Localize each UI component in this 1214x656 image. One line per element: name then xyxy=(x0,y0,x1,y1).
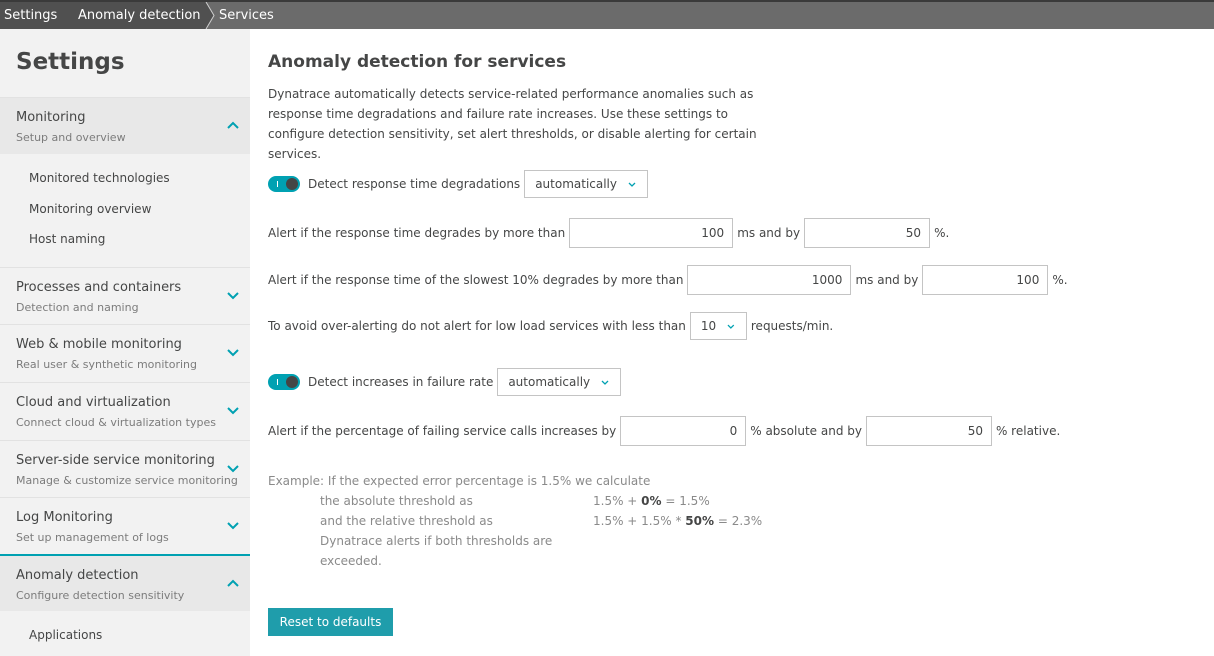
failure-rate-toggle-label: Detect increases in failure rate xyxy=(308,375,494,389)
reset-to-defaults-button[interactable]: Reset to defaults xyxy=(268,608,393,636)
sidebar-section-processes[interactable] xyxy=(0,267,250,324)
section-subtitle: Set up management of logs xyxy=(16,531,169,544)
sidebar-section-monitoring[interactable] xyxy=(0,97,250,154)
breadcrumb xyxy=(0,0,1214,29)
chevron-up-icon[interactable] xyxy=(226,118,240,132)
failure-rate-threshold-row xyxy=(268,415,1060,447)
section-title: Monitoring xyxy=(16,110,86,125)
section-title: Log Monitoring xyxy=(16,510,113,525)
response-time-ms-input[interactable] xyxy=(569,218,733,248)
chevron-down-icon xyxy=(627,179,637,189)
sidebar-section-server-side[interactable] xyxy=(0,440,250,497)
sidebar-item-applications[interactable]: Applications xyxy=(29,628,103,642)
sidebar-section-web-mobile[interactable] xyxy=(0,324,250,381)
response-time-toggle-row xyxy=(268,168,648,200)
sidebar-section-log-monitoring[interactable] xyxy=(0,497,250,554)
sidebar-title: Settings xyxy=(16,49,125,75)
example-alert-line2: exceeded. xyxy=(320,554,382,568)
failure-rate-mode-select[interactable] xyxy=(497,368,621,396)
section-subtitle: Configure detection sensitivity xyxy=(16,589,185,602)
select-value: automatically xyxy=(508,375,591,389)
row-suffix: % relative. xyxy=(995,424,1061,438)
sidebar-section-cloud[interactable] xyxy=(0,382,250,439)
section-subtitle: Connect cloud & virtualization types xyxy=(16,416,216,429)
chevron-down-icon[interactable] xyxy=(226,403,240,417)
example-intro: Example: If the expected error percentage is 1.5% we calculate xyxy=(268,474,651,488)
low-load-row xyxy=(268,310,833,342)
example-absolute-label: the absolute threshold as xyxy=(320,494,473,508)
chevron-up-icon[interactable] xyxy=(226,576,240,590)
intro-text: Dynatrace automatically detects service-related performance anomalies such as response time degradations and failure rate increases. Use these settings to configure detection sensitivity, set alert thresholds, or disable alerting for certain services. xyxy=(268,87,757,161)
section-subtitle: Setup and overview xyxy=(16,131,126,144)
slowest-ms-input[interactable] xyxy=(687,265,851,295)
response-time-toggle[interactable] xyxy=(268,176,300,192)
slowest-response-threshold-row xyxy=(268,264,1068,296)
response-time-threshold-row xyxy=(268,217,949,249)
sidebar-section-anomaly-detection[interactable] xyxy=(0,554,250,611)
section-subtitle: Real user & synthetic monitoring xyxy=(16,358,198,371)
example-absolute-calc: 1.5% + 0% = 1.5% xyxy=(593,494,710,508)
example-relative-calc: 1.5% + 1.5% * 50% = 2.3% xyxy=(593,514,763,528)
response-time-toggle-label: Detect response time degradations xyxy=(308,177,521,191)
chevron-down-icon[interactable] xyxy=(226,345,240,359)
section-title: Server-side service monitoring xyxy=(16,453,215,468)
section-title: Cloud and virtualization xyxy=(16,395,171,410)
example-alert-line1: Dynatrace alerts if both thresholds are xyxy=(320,534,553,548)
breadcrumb-services: Services xyxy=(219,8,274,23)
breadcrumb-settings[interactable]: Settings xyxy=(0,2,58,29)
row-label: Alert if the response time degrades by more than xyxy=(268,226,566,240)
section-title: Anomaly detection xyxy=(16,568,139,583)
failure-relative-input[interactable] xyxy=(866,416,992,446)
breadcrumb-anomaly-detection[interactable]: Anomaly detection xyxy=(58,2,202,29)
row-mid-text: ms and by xyxy=(855,273,919,287)
response-time-pct-input[interactable] xyxy=(804,218,930,248)
section-title: Web & mobile monitoring xyxy=(16,337,182,352)
example-relative-label: and the relative threshold as xyxy=(320,514,493,528)
chevron-down-icon[interactable] xyxy=(226,288,240,302)
slowest-pct-input[interactable] xyxy=(922,265,1048,295)
row-suffix: requests/min. xyxy=(750,319,834,333)
select-value: automatically xyxy=(535,177,617,191)
section-subtitle: Manage & customize service monitoring xyxy=(16,474,238,487)
failure-absolute-input[interactable] xyxy=(620,416,746,446)
row-label: To avoid over-alerting do not alert for low load services with less than xyxy=(268,319,686,333)
row-label: Alert if the percentage of failing service calls increases by xyxy=(268,424,617,438)
row-label: Alert if the response time of the slowest 10% degrades by more than xyxy=(268,273,684,287)
row-mid-text: % absolute and by xyxy=(750,424,862,438)
chevron-down-icon[interactable] xyxy=(226,461,240,475)
section-title: Processes and containers xyxy=(16,280,182,295)
chevron-down-icon xyxy=(600,377,610,387)
row-mid-text: ms and by xyxy=(737,226,801,240)
section-subtitle: Detection and naming xyxy=(16,301,139,314)
row-suffix: %. xyxy=(1052,273,1068,287)
failure-rate-toggle[interactable] xyxy=(268,374,300,390)
response-time-mode-select[interactable] xyxy=(524,170,648,198)
sidebar-item-host-naming[interactable]: Host naming xyxy=(29,232,106,246)
page-title: Anomaly detection for services xyxy=(268,52,567,72)
sidebar-item-monitored-technologies[interactable]: Monitored technologies xyxy=(29,171,170,185)
failure-rate-toggle-row xyxy=(268,366,621,398)
row-suffix: %. xyxy=(934,226,950,240)
sidebar-item-monitoring-overview[interactable]: Monitoring overview xyxy=(29,202,152,216)
settings-sidebar xyxy=(0,29,250,656)
chevron-down-icon xyxy=(726,321,736,331)
select-value: 10 xyxy=(700,319,717,333)
chevron-down-icon[interactable] xyxy=(226,518,240,532)
low-load-requests-select[interactable] xyxy=(690,312,747,340)
